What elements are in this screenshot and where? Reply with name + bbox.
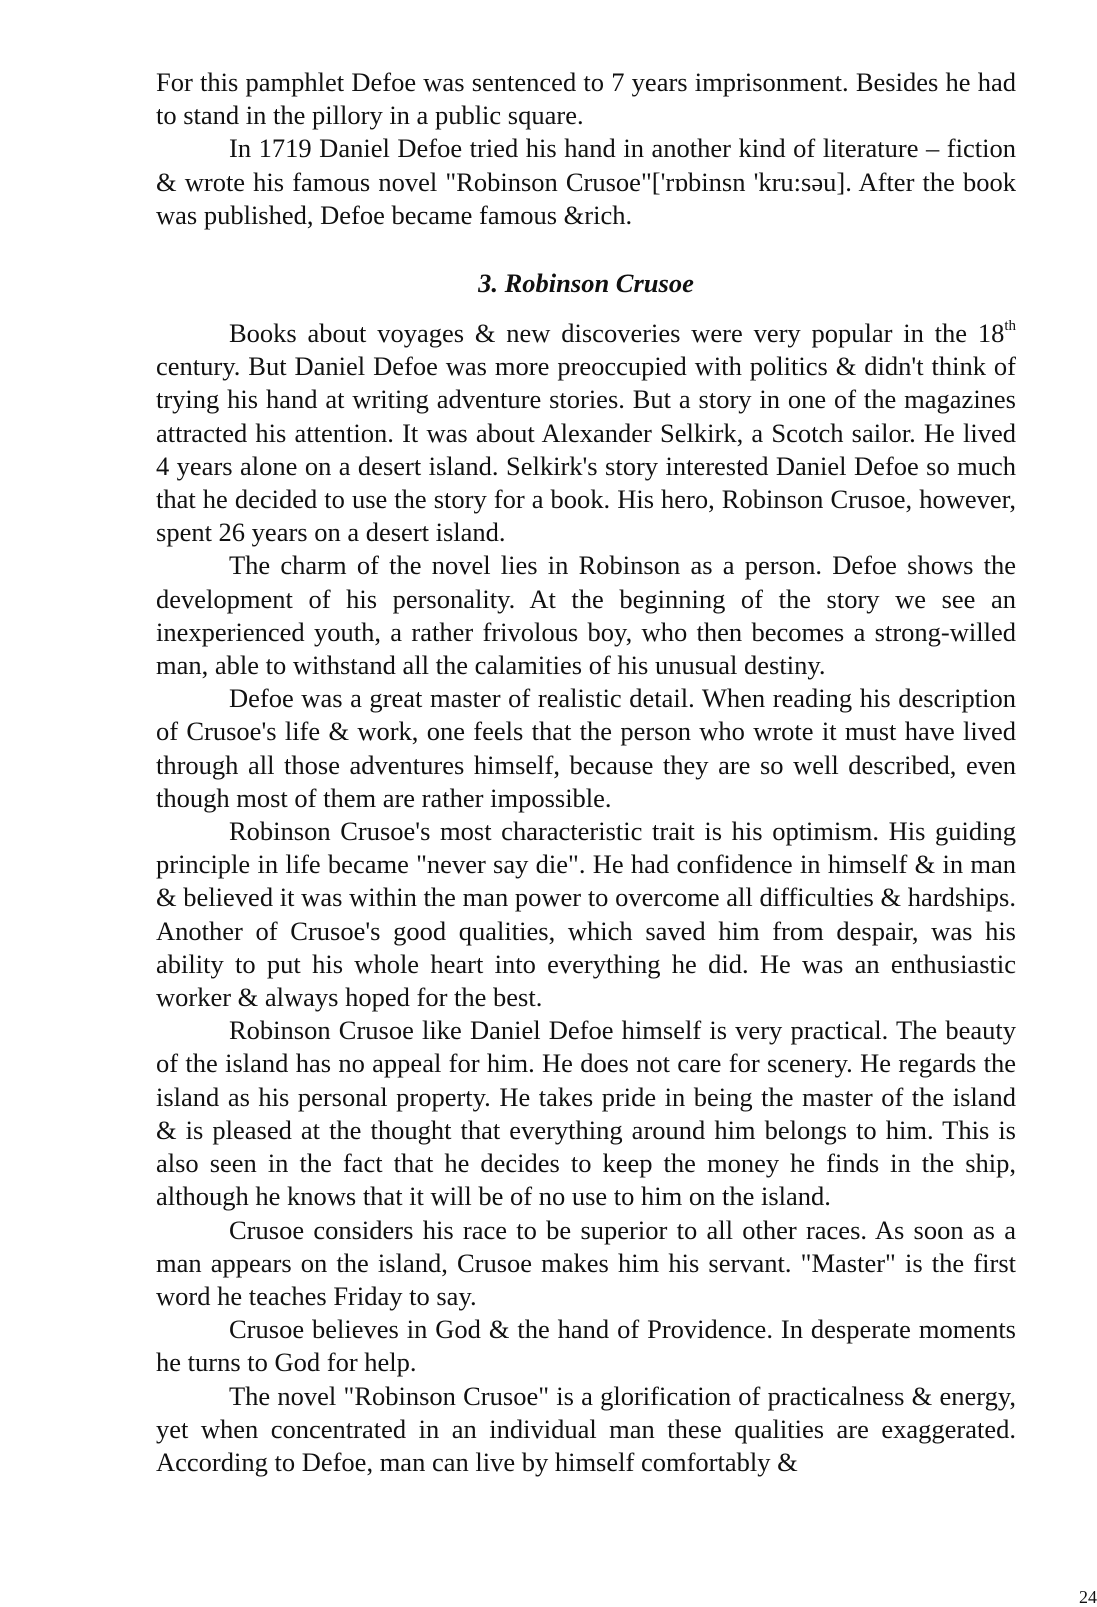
paragraph-providence: Crusoe believes in God & the hand of Providence. In desperate moments he turns to God for help. [156,1314,1016,1378]
paragraph-practical: Robinson Crusoe like Daniel Defoe himself is very practical. The beauty of the island has no appeal for him. He does not care for scenery. He regards the island as his personal property. He takes pride in being the master of the island & is pleased at the thought that everything around him belongs to him. This is also seen in the fact that he decides to keep the money he finds in the ship, although he knows that it will be of no use to him on the island. [156,1015,1016,1212]
paragraph-voyages-books [156,317,1016,549]
paragraph-realistic-detail: Defoe was a great master of realistic detail. When reading his description of Crusoe's life & work, one feels that the person who wrote it must have lived through all those adventures himself, because they are so well described, even though most of them are rather impossible. [156,683,1016,813]
paragraph-charm-of-novel: The charm of the novel lies in Robinson as a person. Defoe shows the development of his personality. At the beginning of the story we see an inexperienced youth, a rather frivolous boy, who then becomes a strong-willed man, able to withstand all the calamities of his unusual destiny. [156,550,1016,681]
paragraph-robinson-crusoe-written: In 1719 Daniel Defoe tried his hand in another kind of literature – fiction & wrote his famous novel "Robinson Crusoe"['rɒbinsn 'kru:səu]. After the book was published, Defoe became famous &rich. [156,133,1016,230]
paragraph-optimism: Robinson Crusoe's most characteristic trait is his optimism. His guiding principle in life became "never say die". He had confidence in himself & in man & believed it was within the man power to overcome all difficulties & hardships. Another of Crusoe's good qualities, which saved him from despair, was his ability to put his whole heart into everything he did. He was an enthusiastic worker & always hoped for the best. [156,816,1016,1013]
section-heading: 3. Robinson Crusoe [478,268,694,299]
paragraph-glorification: The novel "Robinson Crusoe" is a glorification of practicalness & energy, yet when concentrated in an individual man these qualities are exaggerated. According to Defoe, man can live by himself comfortably & [156,1380,1016,1477]
text-before-superscript: Books about voyages & new discoveries were very popular in the 18 [229,318,1005,349]
ordinal-superscript: th [1004,318,1016,335]
paragraph-pamphlet-sentence: For this pamphlet Defoe was sentenced to 7 years imprisonment. Besides he had to stand in the pillory in a public square. [156,67,1016,131]
document-page [156,66,1016,1479]
page-number: 24 [1079,1587,1097,1607]
text-after-superscript: century. But Daniel Defoe was more preoccupied with politics & didn't think of trying his hand at writing adventure stories. But a story in one of the magazines attracted his attention. It was about Alexander Selkirk, a Scotch sailor. He lived 4 years alone on a desert island. Selkirk's story interested Daniel Defoe so much that he decided to use the story for a book. His hero, Robinson Crusoe, however, spent 26 years on a desert island. [156,351,1016,548]
paragraph-race-superior: Crusoe considers his race to be superior to all other races. As soon as a man appears on the island, Crusoe makes him his servant. "Master" is the first word he teaches Friday to say. [156,1214,1016,1311]
